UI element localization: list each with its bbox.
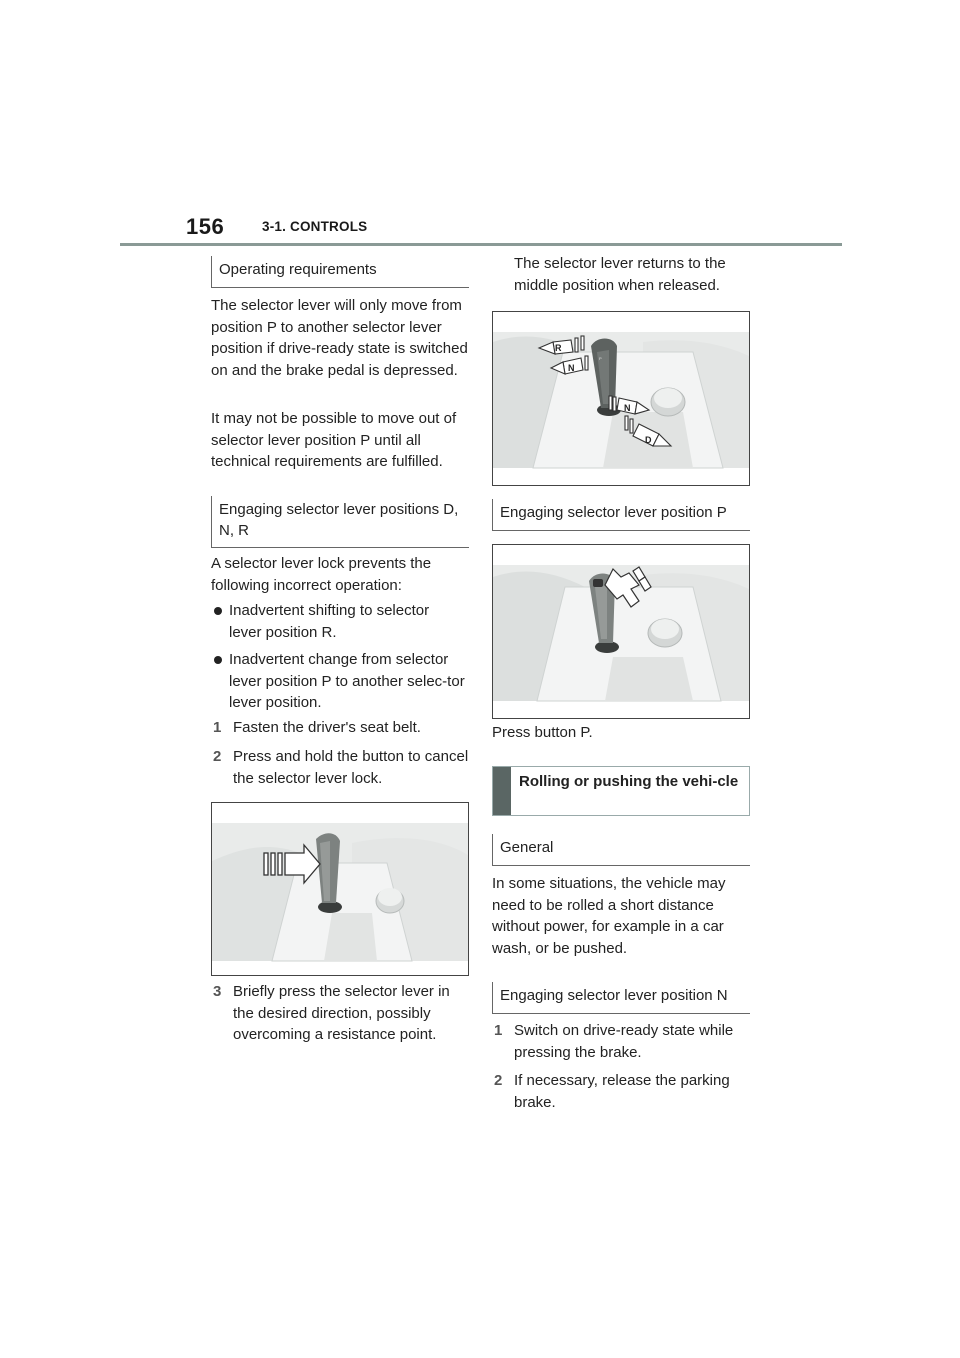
heading-rolling-pushing: Rolling or pushing the vehi-cle — [492, 766, 750, 816]
subhead-engaging-p: Engaging selector lever position P — [492, 499, 750, 531]
figure-unlock-button — [211, 802, 469, 976]
label-d: D — [645, 435, 652, 445]
paragraph-general: In some situations, the vehicle may need to be rolled a short distance without power, for example in a car wash, or be pushed. — [492, 875, 726, 957]
svg-text:P: P — [599, 356, 602, 361]
label-n-top: N — [568, 363, 575, 373]
subhead-engaging-n: Engaging selector lever position N — [492, 982, 750, 1014]
label-r: R — [555, 343, 562, 353]
bullet-dot — [214, 607, 222, 615]
subhead-engaging-dnr: Engaging selector lever positions D, N, R — [211, 496, 469, 548]
section-title: 3-1. CONTROLS — [262, 219, 368, 234]
bullet-dot — [214, 656, 222, 664]
header-rule — [120, 243, 842, 246]
heading-bar — [493, 767, 511, 815]
paragraph-operating-1: The selector lever will only move from position P to another selector lever position if drive-ready state is switched on and the brake pedal is depressed. — [211, 297, 468, 379]
figure-press-button-p — [492, 544, 750, 719]
label-n-bottom: N — [624, 403, 631, 413]
paragraph-operating-2: It may not be possible to move out of selector lever position P until all technical requirements are fulfilled. — [211, 410, 457, 470]
subhead-general: General — [492, 834, 750, 866]
paragraph-press-button-p: Press button P. — [492, 724, 593, 741]
paragraph-lock: A selector lever lock prevents the following incorrect operation: — [211, 555, 432, 594]
paragraph-returns-middle: The selector lever returns to the middle position when released. — [514, 255, 726, 294]
subhead-operating-requirements: Operating requirements — [211, 256, 469, 288]
figure-shift-pattern — [492, 311, 750, 486]
page-number: 156 — [186, 214, 225, 239]
